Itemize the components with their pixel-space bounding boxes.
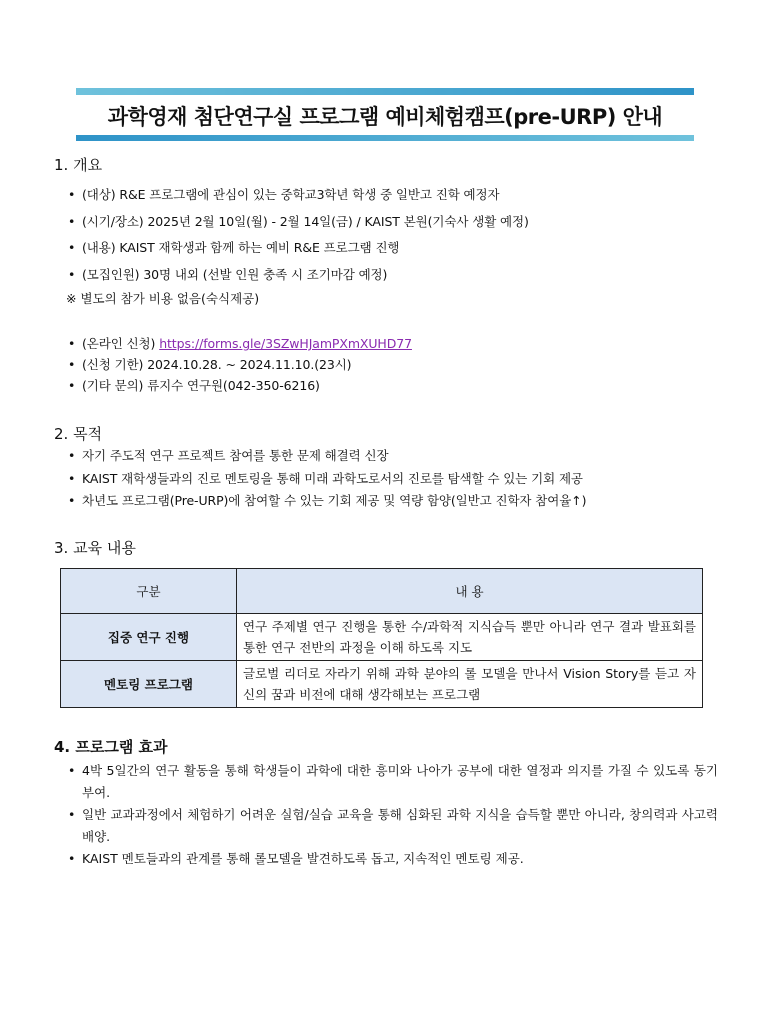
title-bar-top xyxy=(76,88,694,95)
header-content: 내 용 xyxy=(237,569,703,614)
list-item: • 일반 교과과정에서 체험하기 어려운 실험/실습 교육을 통해 심화된 과학 지식을 습득할 뿐만 아니라, 창의력과 사고력 배양. xyxy=(68,804,718,848)
title-block xyxy=(76,88,694,141)
application-list xyxy=(68,333,412,396)
table-row xyxy=(61,661,703,708)
deadline-item: • (신청 기한) 2024.10.28. ~ 2024.11.10.(23시) xyxy=(68,354,412,375)
row-category: 집중 연구 진행 xyxy=(61,614,237,661)
apply-link[interactable]: https://forms.gle/3SZwHJamPXmXUHD77 xyxy=(159,336,412,351)
row-content: 글로벌 리더로 자라기 위해 과학 분야의 롤 모델을 만나서 Vision Story를 듣고 자신의 꿈과 비전에 대해 생각해보는 프로그램 xyxy=(237,661,703,708)
apply-item xyxy=(68,333,412,354)
list-item: • KAIST 재학생들과의 진로 멘토링을 통해 미래 과학도로서의 진로를 탐색할 수 있는 기회 제공 xyxy=(68,468,586,491)
list-item: • (시기/장소) 2025년 2월 10일(월) - 2월 14일(금) / KAIST 본원(기숙사 생활 예정) xyxy=(68,209,529,236)
section-heading-overview: 1. 개요 xyxy=(54,156,103,174)
contact-item: • (기타 문의) 류지수 연구원(042-350-6216) xyxy=(68,375,412,396)
list-item: • 자기 주도적 연구 프로젝트 참여를 통한 문제 해결력 신장 xyxy=(68,445,586,468)
title-bar-bottom xyxy=(76,135,694,141)
header-category: 구분 xyxy=(61,569,237,614)
overview-list xyxy=(68,182,529,288)
list-item: • (내용) KAIST 재학생과 함께 하는 예비 R&E 프로그램 진행 xyxy=(68,235,529,262)
row-content: 연구 주제별 연구 진행을 통한 수/과학적 지식습득 뿐만 아니라 연구 결과 발표회를 통한 연구 전반의 과정을 이해 하도록 지도 xyxy=(237,614,703,661)
section-heading-purpose: 2. 목적 xyxy=(54,425,103,443)
list-item: • (모집인원) 30명 내외 (선발 인원 충족 시 조기마감 예정) xyxy=(68,262,529,289)
section-heading-curriculum: 3. 교육 내용 xyxy=(54,539,136,557)
cost-note: ※ 별도의 참가 비용 없음(숙식제공) xyxy=(66,291,260,306)
list-item: • KAIST 멘토들과의 관계를 통해 롤모델을 발견하도록 돕고, 지속적인 멘토링 제공. xyxy=(68,848,718,870)
table-header-row xyxy=(61,569,703,614)
list-item: • (대상) R&E 프로그램에 관심이 있는 중학교3학년 학생 중 일반고 진학 예정자 xyxy=(68,182,529,209)
list-item: • 4박 5일간의 연구 활동을 통해 학생들이 과학에 대한 흥미와 나아가 공부에 대한 열정과 의지를 가질 수 있도록 동기 부여. xyxy=(68,760,718,804)
curriculum-table xyxy=(60,568,703,708)
table-row xyxy=(61,614,703,661)
apply-label: (온라인 신청) xyxy=(82,336,156,351)
row-category: 멘토링 프로그램 xyxy=(61,661,237,708)
document-title: 과학영재 첨단연구실 프로그램 예비체험캠프(pre-URP) 안내 xyxy=(107,105,663,129)
section-heading-effects: 4. 프로그램 효과 xyxy=(54,738,168,756)
purpose-list xyxy=(68,445,586,513)
list-item: • 차년도 프로그램(Pre-URP)에 참여할 수 있는 기회 제공 및 역량 함양(일반고 진학자 참여율↑) xyxy=(68,490,586,513)
effects-list xyxy=(68,760,718,870)
